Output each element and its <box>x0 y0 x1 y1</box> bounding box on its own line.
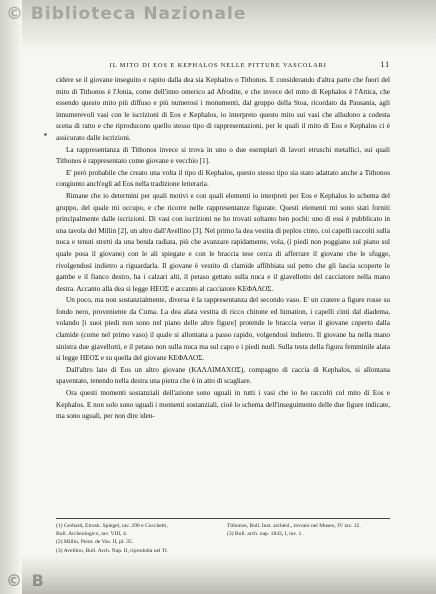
footnotes <box>56 518 390 555</box>
page-number: 11 <box>380 60 390 69</box>
margin-mark: ▪ <box>44 130 47 139</box>
scan-bottom-shadow <box>0 554 436 594</box>
running-header <box>56 60 390 69</box>
paragraph: Un poco, ma non sostanzialmente, diversa è la rappresentanza del secondo vaso. E' un cratere a figure rosse su fondo nero, proveniente da Cuma. La dea alata vestita di ricco chitone ed himation, i capelli cinti dal diadema, volando [i suoi piedi non sono nel piano delle altre figure] protende le braccia verso il giovane coperto dalla clamide (come nel primo vaso) il quale si allontana a passo rapido, volgendosi indietro. Il giovane ha nella mano sinistra due giavellotti, e il petaso non sulla nuca ma sul capo e i piedi nudi. Sulla testa della figura femminile alata si legge ΗΕΟΣ e su quella del giovane ΚΕΦΑΛΟΣ. <box>56 296 390 363</box>
paragraph: Dall'altro lato di Eos un altro giovane (ΚΑΛΛΙΜΑΧΟΣ), compagno di caccia di Kephalos, si allontana spaventato, tenendo nella destra una pietra che è in atto di scagliare. <box>56 365 390 386</box>
footnote: (2) Millin, Peint. de Vas. II, pl. 35. <box>56 539 134 546</box>
footnote: (3) Bull. arch. nap. 1843, I, tav. 1. <box>227 531 303 538</box>
footnote: (3) Avellino, Bull. Arch. Nap. II, riprodotta nel Tr. <box>56 547 169 554</box>
footnotes-left <box>56 522 219 555</box>
footnotes-right <box>227 522 390 555</box>
paragraph: Rimane che io determini per quali motivi e con quali elementi io interpreti per Eos e Kephalos lo schema del gruppo, del quale mi occupo, e che ricorre nelle rappresentanze figurate. Questi elementi mi sono stati forniti principalmente dalle iscrizioni. Di vasi con iscrizioni ne ho trovati soltanto ben pochi: uno di essi è pubblicato in una tavola del Millin [2], un altro dall'Avellino [3]. Nel primo la dea vestita di peplos cinto, coi capelli raccolti sulla nuca e tenuti stretti da una benda radiata, più che avanzare rapidamente, vola, (i piedi non poggiano sul piano sul quale posa il giovane) con le ali spiegate e con le braccia tese cerca di afferrare il giovane che le sfugge, rivolgendosi indietro a riguardarla. Il giovane è vestito di clamide affibbiata sul petto che gli lascia scoperte le gambe e il fianco destro, ha i calzari alti, il petaso gettato sulla nuca e il giavellotto del cacciatore nella mano destra. Accanto alla dea si legge ΗΕΟΣ e accanto al cacciatore ΚΕΦΑΛΟΣ. <box>56 191 390 293</box>
paragraph: Ora questi momenti sostanziali dell'azione sono uguali in tutti i vasi che io ho raccolti col mito di Eos e Kephalos. E non solo sono uguali i momenti sostanziali, cioè lo schema dell'inseguimento delle due figure indicate, ma sono uguali, per non dire iden- <box>56 389 390 421</box>
document-page <box>56 60 390 423</box>
paragraph: E' però probabile che creato una volta il tipo di Kephalos, questo stesso tipo sia stato adattato anche a Tithonos congiunto anch'egli ad Eos nella tradizione letteraria. <box>56 168 390 189</box>
body-text <box>56 75 390 423</box>
running-title: IL MITO DI EOS E KEPHALOS NELLE PITTURE VASCOLARI <box>109 62 327 69</box>
footnote: Bull. Archeologico, tav. VIII, 4. <box>56 531 128 538</box>
scan-left-edge <box>0 0 22 594</box>
paragraph: cidere se il giovane inseguito e rapito dalla dea sia Kephalos o Tithonos. E considerando d'altra parte che fuori del mito di Tithonos è l'Jonia, come dell'inno omerico ad Afrodite, e che invece del mito di Kephalos è l'Attica, che essendo questo mito più diffuso e più numerosi i monumenti, dal gruppo della Stoa, ricordato da Pausania, agli innumerevoli vasi con le iscrizioni di Eos e Kephalos, io interpreto questo mito sui vasi che alludono a codesta scena di ratto e che riproducono quello stesso tipo di rappresentazioni, per le quali il mito di Eos e Kephalos ci è assicurato dalle iscrizioni. <box>56 76 390 142</box>
library-watermark: © Biblioteca Nazionale <box>6 4 247 24</box>
footnote: Tithonos, Bull. Inst. archéol., trovato nel Museo, IV tav. 12. <box>227 523 361 529</box>
library-watermark-bottom: © B <box>6 571 46 590</box>
paragraph: La rappresentanza di Tithonos invece si trova in uno o due esemplari di lavori etruschi metallici, sui quali Tithonos è rappresentato come giovane e vecchio [1]. <box>56 145 390 166</box>
footnote: (1) Gerhard, Etrusk. Spiegel, tav. 290 e Cocchetti, <box>56 523 168 529</box>
